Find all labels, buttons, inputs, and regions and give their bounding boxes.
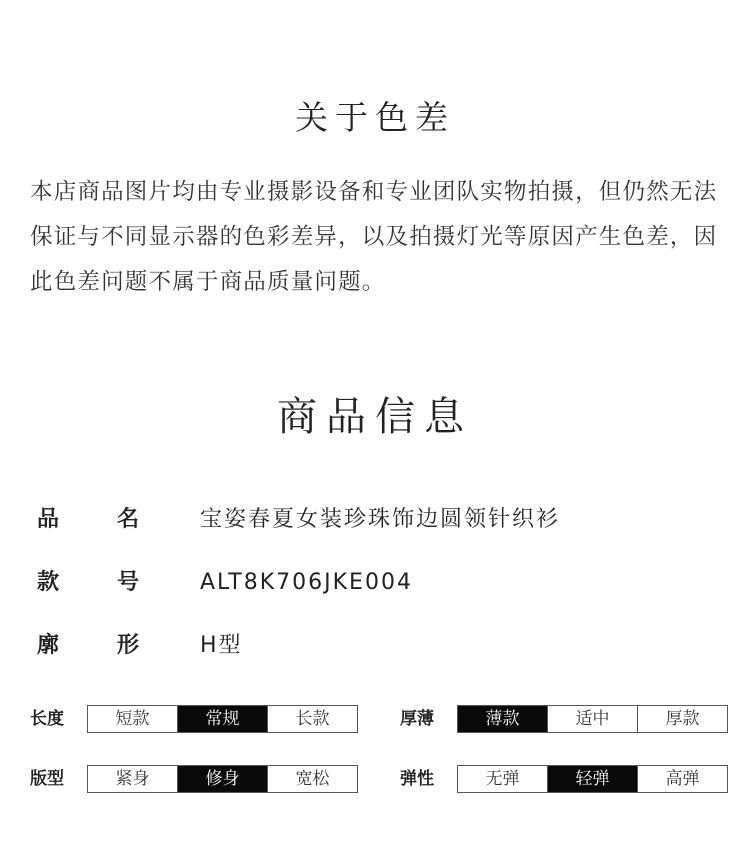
disclaimer-text: 本店商品图片均由专业摄影设备和专业团队实物拍摄，但仍然无法保证与不同显示器的色彩差异，以及拍摄灯光等原因产生色差，因此色差问题不属于商品质量问题。 [30, 179, 718, 295]
product-info-title: 商品信息 [277, 394, 473, 440]
info-label-style-number: 款号 [37, 570, 198, 595]
option-fit-slim[interactable]: 修身 [177, 766, 267, 792]
attr-options-fit [87, 765, 358, 793]
option-elasticity-high[interactable]: 高弹 [637, 766, 727, 792]
option-thickness-thin[interactable]: 薄款 [458, 706, 547, 732]
info-row-style-number [0, 563, 750, 603]
option-length-long[interactable]: 长款 [267, 706, 357, 732]
attr-label-elasticity: 弹性 [400, 769, 434, 789]
disclaimer-title: 关于色差 [295, 98, 455, 137]
option-thickness-medium[interactable]: 适中 [547, 706, 637, 732]
attr-label-length: 长度 [30, 709, 64, 729]
option-length-short[interactable]: 短款 [88, 706, 177, 732]
attr-options-length [87, 705, 358, 733]
info-row-silhouette [0, 626, 750, 666]
attr-label-fit: 版型 [30, 769, 64, 789]
option-length-regular[interactable]: 常规 [177, 706, 267, 732]
info-label-name: 品名 [37, 507, 198, 532]
option-fit-tight[interactable]: 紧身 [88, 766, 177, 792]
option-elasticity-none[interactable]: 无弹 [458, 766, 547, 792]
option-thickness-thick[interactable]: 厚款 [637, 706, 727, 732]
info-value-name: 宝姿春夏女装珍珠饰边圆领针织衫 [200, 507, 561, 532]
attr-options-elasticity [457, 765, 728, 793]
attr-options-thickness [457, 705, 728, 733]
info-value-style-number: ALT8K706JKE004 [200, 570, 413, 595]
option-fit-loose[interactable]: 宽松 [267, 766, 357, 792]
info-row-name [0, 500, 750, 540]
info-value-silhouette: H型 [200, 633, 243, 658]
attr-label-thickness: 厚薄 [400, 709, 434, 729]
option-elasticity-slight[interactable]: 轻弹 [547, 766, 637, 792]
info-label-silhouette: 廓形 [37, 633, 198, 658]
